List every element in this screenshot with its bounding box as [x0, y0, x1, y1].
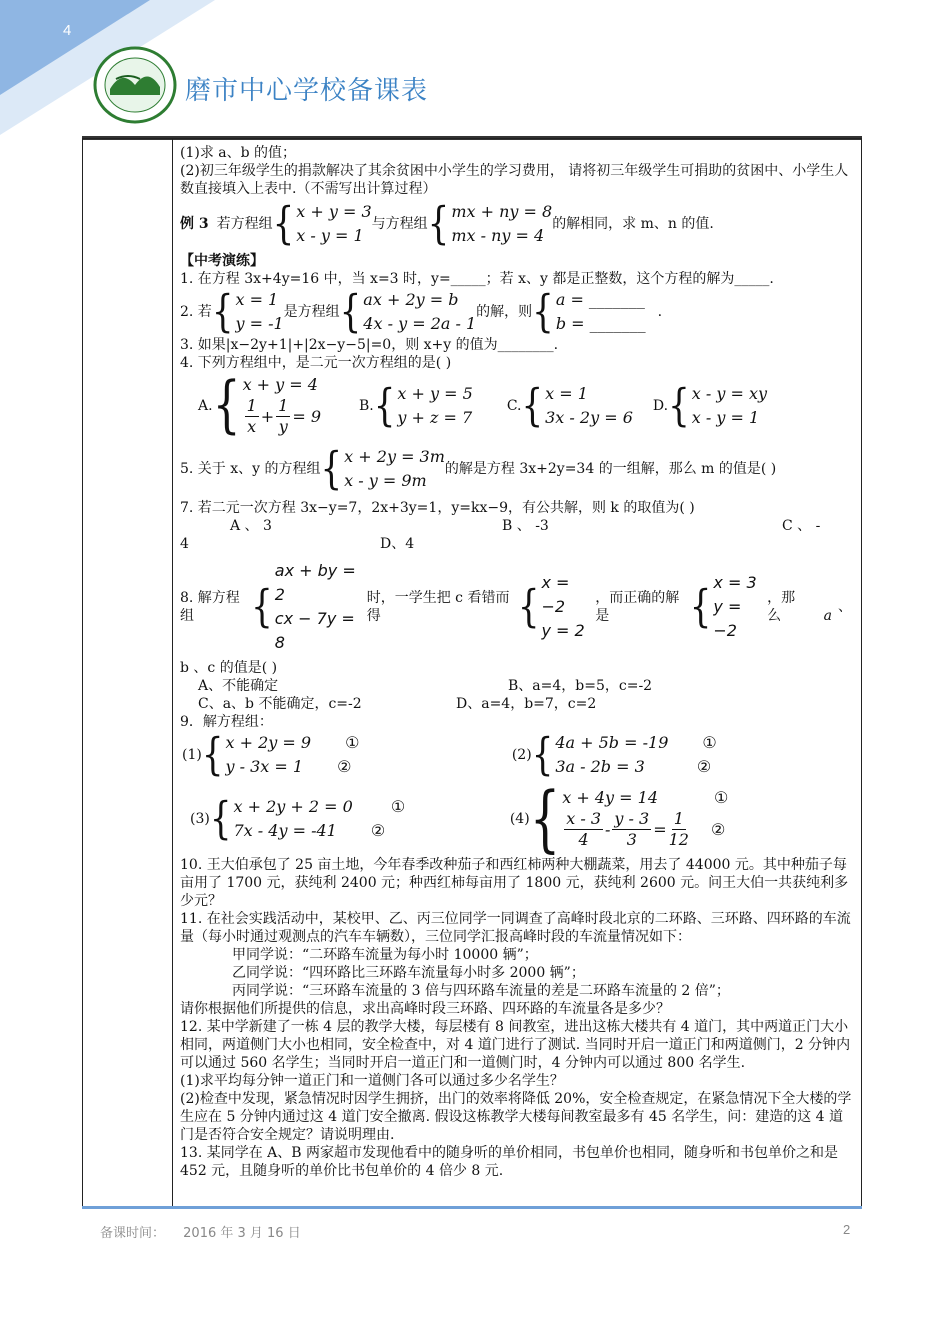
- question-8-options-2: [180, 695, 852, 713]
- question-11-yi: 乙同学说：“四环路比三环路车流量每小时多 2000 辆”；: [232, 965, 585, 981]
- mark-2: ②: [337, 757, 352, 776]
- q8-option-d: D、a=4，b=7，c=2: [456, 696, 597, 712]
- question-10: 10. 王大伯承包了 25 亩土地，今年春季改种茄子和西红柿两种大棚蔬菜，用去了 44000 元。其中种茄子每亩用了 1700 元，获纯利 2400 元；种西红柿每亩用了 1800 元，获纯利 2600 元。问王大伯一共获纯利多少元？: [180, 857, 849, 909]
- lesson-content: [180, 144, 852, 1180]
- eq-line: x = 1: [235, 290, 279, 309]
- q-line-1: (1)求 a、b 的值；: [180, 145, 297, 161]
- option-a-system: { x + y = 4 $\frac{1}{x}$ + $\frac{1}{y}$ = 9: [212, 369, 322, 441]
- q9-4-label: (4): [509, 810, 530, 827]
- eq-line: x + 2y + 2 = 0: [233, 796, 353, 816]
- question-2-text-d: .: [657, 304, 663, 320]
- eq-line: b = _______: [555, 314, 646, 333]
- question-7-options-2: [180, 535, 852, 553]
- question-2-system-2: { ax + 2y = b 4x - y = 2a - 1: [339, 286, 477, 338]
- example-3-text-b: 与方程组: [371, 216, 428, 232]
- eq-line: x + 2y = 3m: [344, 447, 445, 466]
- eq-line: y = -1: [235, 314, 284, 333]
- question-9-row-1: [180, 731, 852, 779]
- example-3-text-a: 若方程组: [216, 216, 273, 232]
- question-8-system-2: { x = −2 y = 2: [518, 571, 595, 643]
- eq-line: 4x - y = 2a - 1: [363, 314, 477, 333]
- footer-date-value: 2016 年 3 月 16 日: [183, 1226, 301, 1241]
- option-b-system: { x + y = 5 y + z = 7: [373, 379, 473, 432]
- mark-2: ②: [370, 820, 386, 840]
- page-title: 磨市中心学校备课表: [185, 76, 429, 106]
- question-12-1: (1)求平均每分钟一道正门和一道侧门各可以通过多少名学生？: [180, 1073, 564, 1089]
- footer-page-number: 2: [843, 1222, 851, 1237]
- frac-num: y - 3: [614, 809, 650, 828]
- mark-1: ①: [702, 733, 717, 752]
- eq-tail: = 9: [292, 406, 322, 426]
- eq-line: x + 4y = 14: [562, 788, 658, 807]
- q7-option-c-value: 4: [180, 536, 189, 552]
- table-bottom-bar: [82, 1206, 862, 1209]
- eq-line: x = 1: [545, 383, 588, 403]
- question-8: [180, 559, 852, 655]
- question-8-tail: b 、c 的值是( ): [180, 660, 278, 676]
- question-11-ask: 请你根据他们所提供的信息，求出高峰时段三环路、四环路的车流量各是多少？: [180, 1001, 670, 1017]
- question-5-text-b: 的解是方程 3x+2y=34 的一组解，那么 m 的值是( ): [444, 461, 777, 477]
- q9-3-label: (3): [190, 810, 210, 827]
- section-heading: 【中考演练】: [180, 253, 264, 269]
- question-5-text-a: 5. 关于 x、y 的方程组: [180, 461, 321, 477]
- question-1: 1. 在方程 3x+4y=16 中，当 x=3 时，y=_____；若 x、y 都是正整数，这个方程的解为_____.: [180, 271, 774, 287]
- question-8-options-1: [180, 677, 852, 695]
- question-12: 12. 某中学新建了一栋 4 层的教学大楼，每层楼有 8 间教室，进出这栋大楼共有 4 道门，其中两道正门大小相同，两道侧门大小也相同，安全检查中，对 4 道门进行了测试. 当同时开启一道正门和两道侧门，2 分钟内可以通过 560 名学生；当同时开启一道正门和一道侧门时，4 分钟内可以通过 800 名学生.: [180, 1019, 851, 1071]
- eq-line: 4a + 5b = -19: [555, 733, 669, 752]
- question-2: [180, 288, 852, 336]
- q-line-2: (2)初三年级学生的捐款解决了其余贫困中小学生的学习费用， 请将初三年级学生可捐助的贫困中、小学生人数直接填入上表中.（不需写出计算过程）: [180, 163, 849, 197]
- q8-option-a: A、不能确定: [198, 678, 279, 694]
- question-7: 7. 若二元一次方程 3x−y=7，2x+3y=1，y=kx−9，有公共解，则 k 的取值为( ): [180, 500, 695, 516]
- option-d-system: { x - y = xy x - y = 1: [668, 379, 767, 432]
- eq-line: x + 2y = 9: [225, 733, 312, 752]
- q7-option-a: A 、 3: [230, 518, 272, 534]
- frac-den: 3: [626, 830, 637, 849]
- example-3-label: 例 3: [180, 216, 209, 232]
- example-3: [180, 200, 852, 248]
- question-2-system-3: { a = _______ b = _______: [532, 286, 646, 338]
- question-8-text-f: 、: [838, 599, 853, 615]
- example-3-system-2: { mx + ny = 8 mx - ny = 4: [427, 198, 553, 250]
- q7-option-b: B 、 -3: [502, 518, 549, 534]
- eq-line: x - y = 1: [296, 226, 364, 245]
- eq-line: ax + by = 2: [274, 561, 356, 604]
- mark-1: ①: [714, 788, 729, 807]
- option-d-label: D.: [652, 397, 669, 414]
- option-b-label: B.: [359, 397, 374, 414]
- question-4: 4. 下列方程组中，是二元一次方程组的是( ): [180, 355, 452, 371]
- question-8-text-c: ，而正确的解是: [595, 590, 680, 624]
- q9-1-system: { x + 2y = 9 ① y - 3x = 1 ②: [201, 729, 360, 781]
- mark-2: ②: [710, 819, 726, 839]
- question-8-system-3: { x = 3 y = −2: [690, 571, 767, 643]
- frac-den: x: [247, 417, 257, 436]
- eq-line: x + y = 4: [242, 375, 318, 394]
- eq-line: x - y = 1: [691, 407, 760, 427]
- question-2-system-1: { x = 1 y = -1: [211, 286, 284, 338]
- question-2-text-c: 的解，则: [476, 304, 533, 320]
- q9-2-system: { 4a + 5b = -19 ① 3a - 2b = 3 ②: [531, 729, 717, 781]
- eq-line: x - y = 9m: [344, 471, 427, 490]
- question-11-jia: 甲同学说：“二环路车流量为每小时 10000 辆”；: [232, 947, 538, 963]
- school-logo: [92, 45, 178, 125]
- q9-2-label: (2): [511, 747, 532, 763]
- question-12-2: (2)检查中发现，紧急情况时因学生拥挤，出门的效率将降低 20%，安全检查规定，在紧急情况下全大楼的学生应在 5 分钟内通过这 4 道门安全撤离. 假设这栋教学大楼每间教室最多有 45 名学生，问：建造的这 4 道门是否符合安全规定？请说明理由.: [180, 1091, 852, 1143]
- header-page-number: 4: [63, 22, 72, 39]
- footer-date-label: 备课时间：: [100, 1226, 166, 1241]
- frac-num: 1: [246, 396, 257, 415]
- eq-line: y = 2: [541, 621, 585, 640]
- question-8-text-b: 时，一学生把 c 看错而得: [366, 590, 510, 624]
- eq-line: 3a - 2b = 3: [555, 757, 645, 776]
- q9-1-label: (1): [182, 747, 202, 763]
- question-8-text-e: a: [823, 608, 833, 624]
- q9-3-system: { x + 2y + 2 = 0 ① 7x - 4y = -41 ②: [209, 792, 406, 845]
- eq-line: x - y = xy: [691, 383, 767, 403]
- q8-option-b: B、a=4，b=5，c=-2: [508, 678, 653, 694]
- option-c-label: C.: [506, 397, 522, 414]
- footer-date: [100, 1222, 301, 1241]
- example-3-text-c: 的解相同，求 m、n 的值.: [552, 216, 714, 232]
- eq-line: 7x - 4y = -41: [233, 820, 337, 840]
- option-a-label: A.: [198, 397, 213, 414]
- option-c-system: { x = 1 3x - 2y = 6: [521, 379, 633, 432]
- question-5-system: { x + 2y = 3m x - y = 9m: [320, 443, 445, 495]
- q7-option-c: C 、 -: [782, 518, 821, 534]
- question-9: 9．解方程组：: [180, 714, 273, 730]
- q7-option-d: D、4: [380, 536, 415, 552]
- frac-num: x - 3: [566, 809, 602, 828]
- q8-option-c: C、a、b 不能确定，c=-2: [198, 696, 362, 712]
- question-11: 11. 在社会实践活动中，某校甲、乙、丙三位同学一同调查了高峰时段北京的二环路、三环路、四环路的车流量（每小时通过观测点的汽车车辆数），三位同学汇报高峰时段的车流量情况如下：: [180, 911, 851, 945]
- eq-line: ax + 2y = b: [363, 290, 459, 309]
- question-8-system-1: { ax + by = 2 cx − 7y = 8: [251, 559, 367, 655]
- eq-line: y - 3x = 1: [225, 757, 304, 776]
- eq-line: x + y = 5: [397, 383, 473, 403]
- question-13: 13. 某同学在 A、B 两家超市发现他看中的随身听的单价相同，书包单价也相同，随身听和书包单价之和是 452 元，且随身听的单价比书包单价的 4 倍少 8 元.: [180, 1145, 839, 1179]
- question-3: 3. 如果|x−2y+1|+|2x−y−5|=0，则 x+y 的值为________.: [180, 337, 559, 353]
- question-5: [180, 445, 852, 493]
- eq-line: x = 3: [713, 573, 757, 592]
- eq-line: y + z = 7: [397, 407, 473, 427]
- mark-1: ①: [390, 796, 406, 816]
- question-9-row-2: [180, 776, 852, 861]
- eq-line: x + y = 3: [296, 202, 372, 221]
- question-7-options: [180, 517, 852, 535]
- example-3-system-1: { x + y = 3 x - y = 1: [272, 198, 372, 250]
- eq-line: mx + ny = 8: [451, 202, 553, 221]
- question-11-bing: 丙同学说：“三环路车流量的 3 倍与四环路车流量的差是二环路车流量的 2 倍”；: [232, 983, 730, 999]
- q9-4-system: { x + 4y = 14 ① $\frac{x - 3}{4}$ - $\frac{y - 3}{3}$ = $\frac{1}{12}$ ②: [529, 776, 729, 861]
- frac-num: 1: [673, 809, 684, 828]
- frac-den: 12: [668, 830, 689, 849]
- table-column-divider: [172, 138, 173, 1209]
- mark-1: ①: [345, 733, 360, 752]
- eq-line: cx − 7y = 8: [274, 609, 355, 652]
- question-2-text-a: 2. 若: [180, 304, 212, 320]
- eq-line: 3x - 2y = 6: [545, 407, 633, 427]
- question-8-text-d: ，那么: [767, 590, 796, 624]
- mark-2: ②: [696, 757, 712, 776]
- question-4-options: [180, 369, 852, 441]
- eq-line: a = _______: [555, 290, 645, 309]
- question-2-text-b: 是方程组: [283, 304, 340, 320]
- eq-line: y = −2: [713, 597, 742, 640]
- eq-line: x = −2: [541, 573, 570, 616]
- frac-den: y: [278, 417, 288, 436]
- frac-num: 1: [278, 396, 289, 415]
- question-8-text-a: 8. 解方程组: [180, 590, 240, 624]
- eq-line: mx - ny = 4: [451, 226, 545, 245]
- frac-den: 4: [578, 830, 589, 849]
